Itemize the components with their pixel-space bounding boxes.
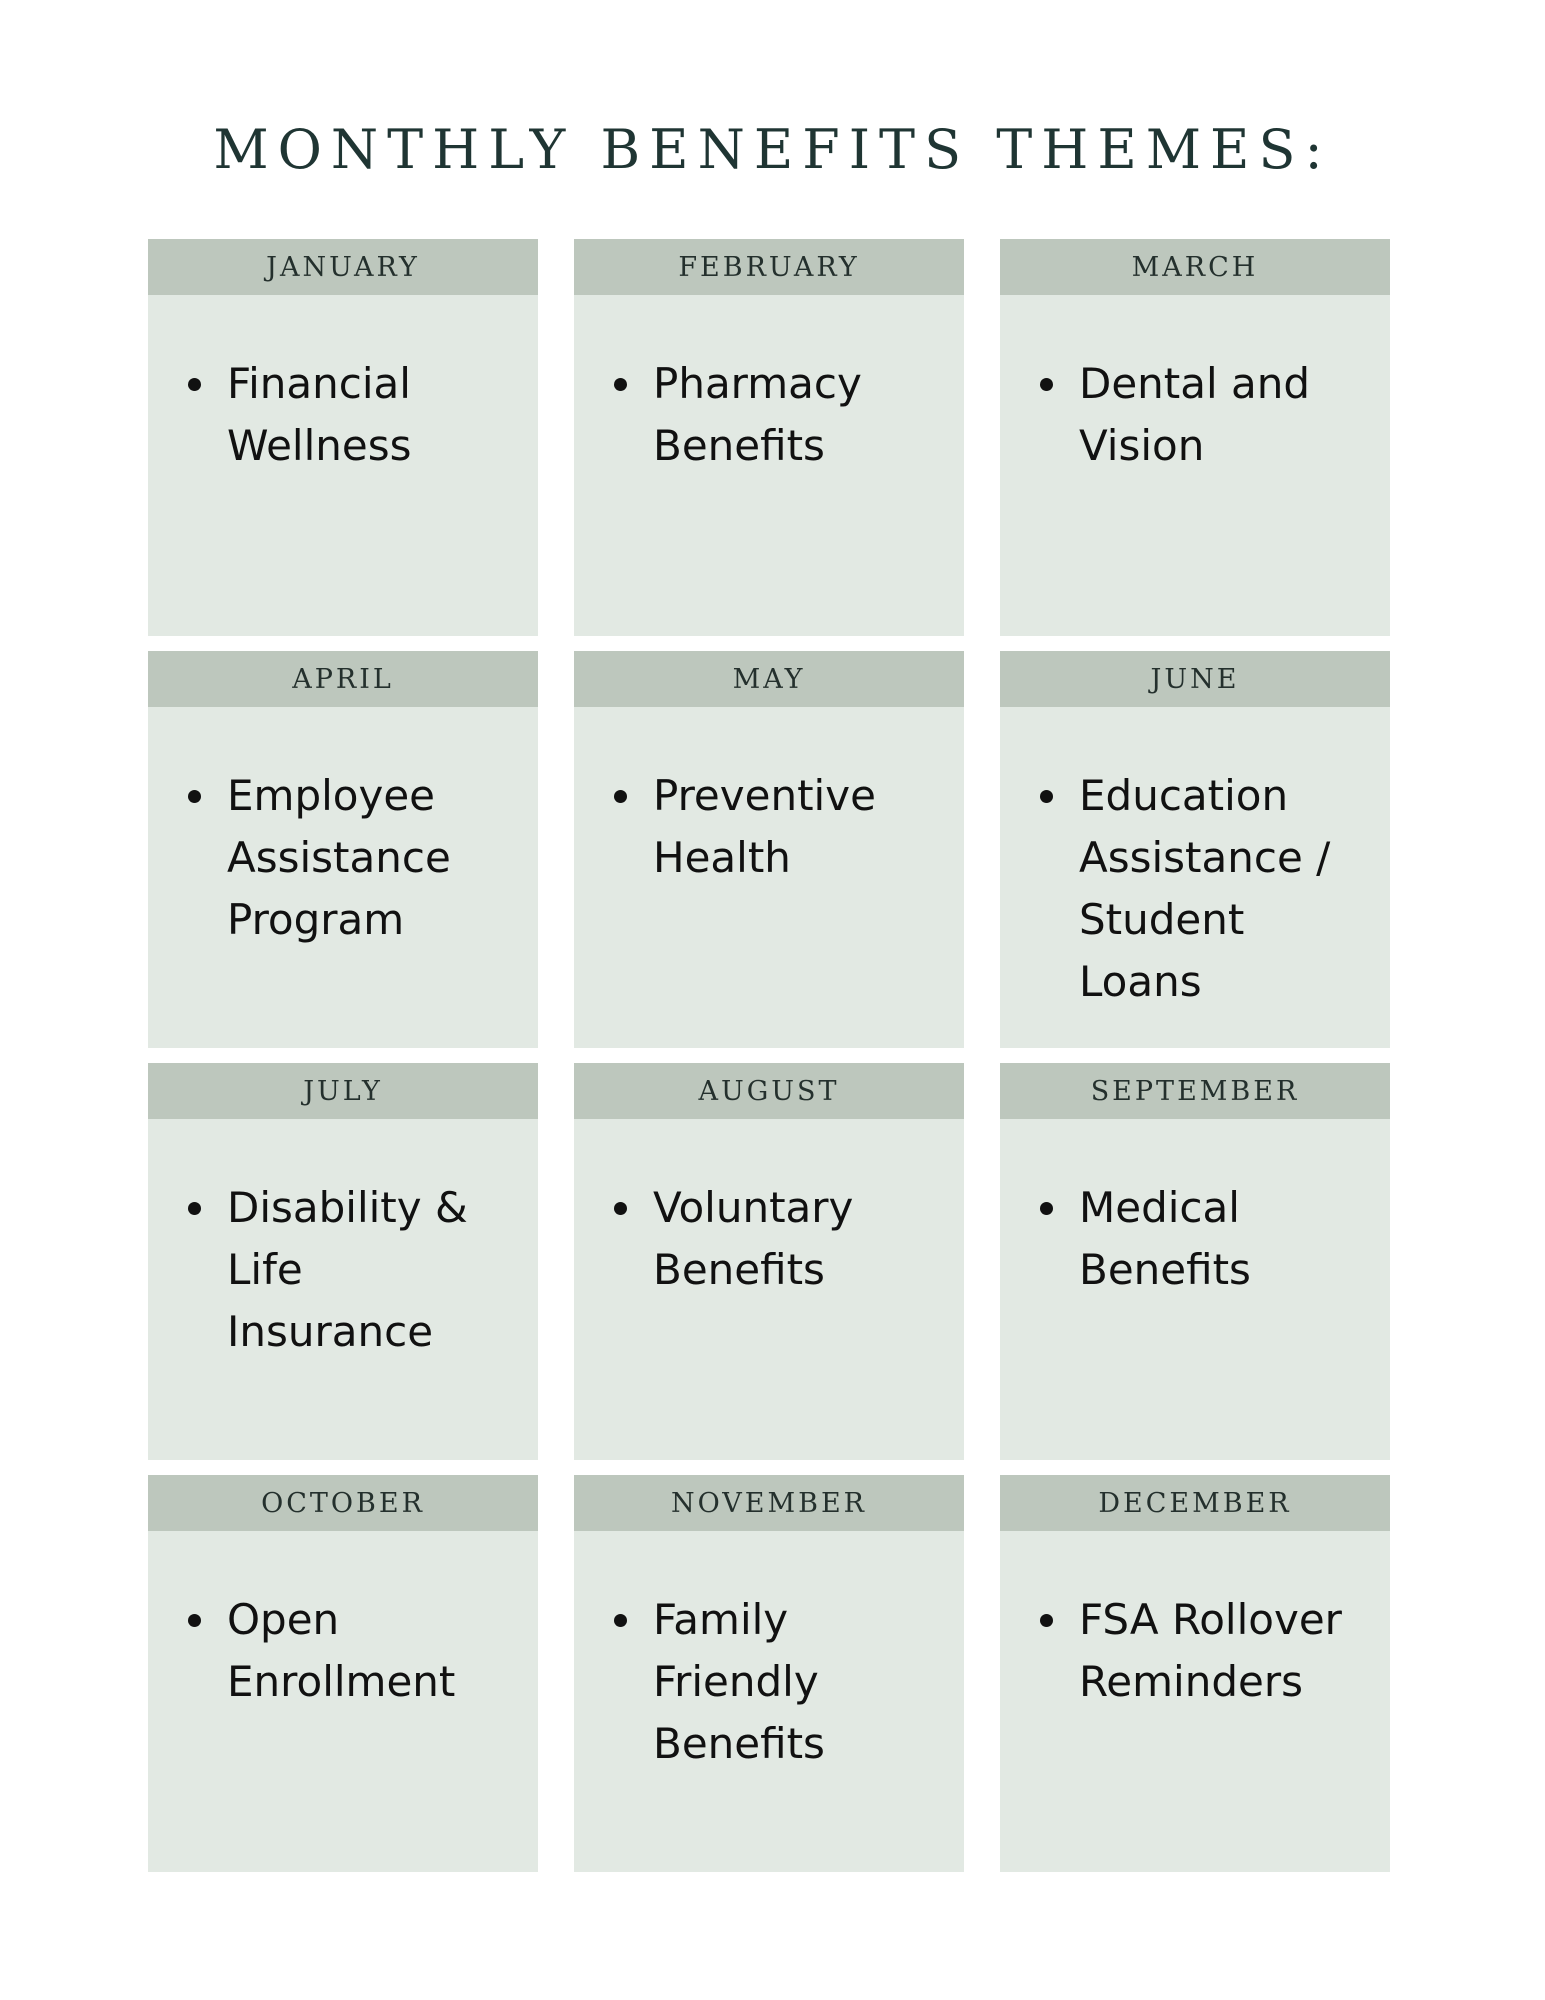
theme-text: Voluntary Benefits bbox=[653, 1183, 854, 1294]
bullet-icon bbox=[614, 378, 627, 391]
bullet-icon bbox=[188, 378, 201, 391]
bullet-icon bbox=[188, 1202, 201, 1215]
theme-list bbox=[1000, 295, 1390, 477]
month-header: MARCH bbox=[1000, 239, 1390, 295]
month-header: OCTOBER bbox=[148, 1475, 538, 1531]
month-card-may bbox=[574, 651, 964, 1048]
month-header: MAY bbox=[574, 651, 964, 707]
theme-text: FSA Rollover Reminders bbox=[1079, 1595, 1342, 1706]
month-card-november bbox=[574, 1475, 964, 1872]
theme-list bbox=[574, 707, 964, 889]
theme-list bbox=[148, 1531, 538, 1713]
month-card-december bbox=[1000, 1475, 1390, 1872]
page-title: MONTHLY BENEFITS THEMES: bbox=[213, 118, 1332, 181]
month-card-july bbox=[148, 1063, 538, 1460]
theme-text: Disability & Life Insurance bbox=[227, 1183, 468, 1356]
month-header: JULY bbox=[148, 1063, 538, 1119]
month-card-april bbox=[148, 651, 538, 1048]
theme-item bbox=[614, 765, 944, 889]
month-header: APRIL bbox=[148, 651, 538, 707]
month-card-march bbox=[1000, 239, 1390, 636]
theme-item bbox=[188, 765, 518, 951]
month-grid bbox=[148, 239, 1388, 1872]
theme-text: Family Friendly Benefits bbox=[653, 1595, 825, 1768]
theme-list bbox=[148, 1119, 538, 1363]
bullet-icon bbox=[1040, 378, 1053, 391]
bullet-icon bbox=[1040, 790, 1053, 803]
theme-item bbox=[614, 353, 944, 477]
theme-text: Preventive Health bbox=[653, 771, 876, 882]
theme-item bbox=[188, 1589, 518, 1713]
bullet-icon bbox=[1040, 1614, 1053, 1627]
theme-item bbox=[614, 1177, 944, 1301]
theme-text: Open Enrollment bbox=[227, 1595, 456, 1706]
month-header: DECEMBER bbox=[1000, 1475, 1390, 1531]
bullet-icon bbox=[188, 790, 201, 803]
month-card-august bbox=[574, 1063, 964, 1460]
theme-list bbox=[148, 295, 538, 477]
theme-item bbox=[188, 353, 518, 477]
theme-list bbox=[148, 707, 538, 951]
month-card-september bbox=[1000, 1063, 1390, 1460]
month-header: AUGUST bbox=[574, 1063, 964, 1119]
theme-list bbox=[1000, 1119, 1390, 1301]
theme-list bbox=[1000, 1531, 1390, 1713]
bullet-icon bbox=[614, 1202, 627, 1215]
theme-text: Financial Wellness bbox=[227, 359, 412, 470]
theme-list bbox=[1000, 707, 1390, 1013]
theme-item bbox=[1040, 353, 1370, 477]
month-card-february bbox=[574, 239, 964, 636]
bullet-icon bbox=[614, 790, 627, 803]
theme-list bbox=[574, 1119, 964, 1301]
theme-text: Medical Benefits bbox=[1079, 1183, 1251, 1294]
bullet-icon bbox=[614, 1614, 627, 1627]
theme-item bbox=[1040, 1589, 1370, 1713]
theme-item bbox=[1040, 1177, 1370, 1301]
month-header: FEBRUARY bbox=[574, 239, 964, 295]
month-card-october bbox=[148, 1475, 538, 1872]
month-header: JANUARY bbox=[148, 239, 538, 295]
bullet-icon bbox=[188, 1614, 201, 1627]
theme-item bbox=[188, 1177, 518, 1363]
theme-item bbox=[1040, 765, 1370, 1013]
theme-text: Education Assistance / Student Loans bbox=[1079, 771, 1331, 1006]
theme-list bbox=[574, 1531, 964, 1775]
theme-list bbox=[574, 295, 964, 477]
theme-text: Dental and Vision bbox=[1079, 359, 1311, 470]
theme-item bbox=[614, 1589, 944, 1775]
month-header: SEPTEMBER bbox=[1000, 1063, 1390, 1119]
theme-text: Pharmacy Benefits bbox=[653, 359, 862, 470]
month-card-january bbox=[148, 239, 538, 636]
bullet-icon bbox=[1040, 1202, 1053, 1215]
month-card-june bbox=[1000, 651, 1390, 1048]
month-header: JUNE bbox=[1000, 651, 1390, 707]
theme-text: Employee Assistance Program bbox=[227, 771, 451, 944]
month-header: NOVEMBER bbox=[574, 1475, 964, 1531]
